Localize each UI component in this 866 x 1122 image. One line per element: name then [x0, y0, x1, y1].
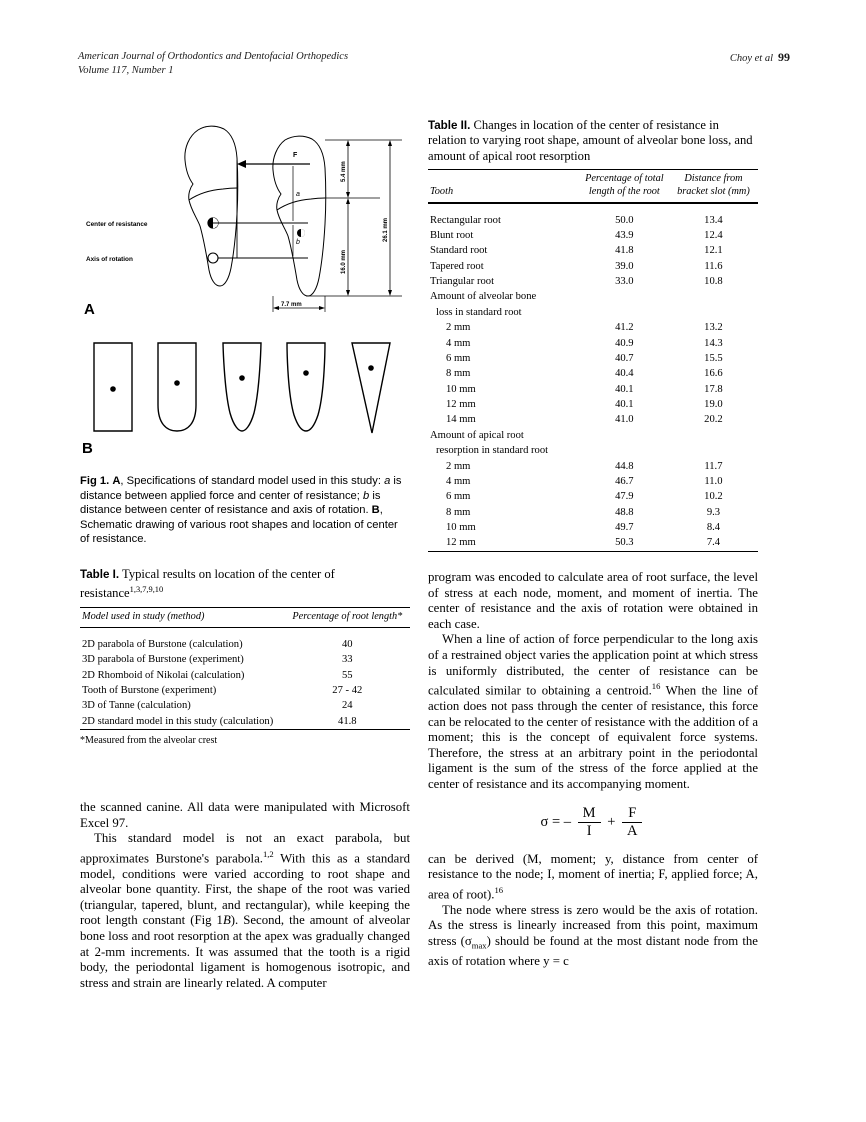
- cres-dot-standard: [239, 375, 245, 381]
- table-2-cell-distance: 12.4: [704, 229, 723, 241]
- table-2-cell-distance: 10.8: [704, 276, 723, 288]
- table-1-footnote: *Measured from the alveolar crest: [80, 735, 218, 746]
- table-1-cell-pct: 55: [342, 669, 353, 681]
- panel-a-cres-label: Center of resistance: [86, 221, 148, 228]
- table-row: [428, 535, 758, 551]
- table-row: [80, 637, 410, 652]
- table-2-cell-distance: [669, 428, 758, 443]
- table-row: [428, 412, 758, 427]
- table-row: [428, 458, 758, 473]
- running-head-authors: Choy et al: [729, 53, 773, 64]
- table-1-cell-model: 2D standard model in this study (calculation): [80, 714, 285, 730]
- table-2-cell-distance: 12.1: [704, 245, 723, 257]
- table-2-cell-tooth: 2 mm: [446, 322, 471, 334]
- left-column-body: [80, 800, 410, 991]
- figure-1-caption-label: Fig 1.: [80, 475, 110, 487]
- table-2-cell-percentage: 50.0: [615, 214, 634, 226]
- formula-term-force-area: [622, 805, 642, 840]
- table-2-cell-percentage: [580, 289, 669, 304]
- table-2-cell-distance: 11.7: [704, 460, 723, 472]
- table-2-cell-tooth: Rectangular root: [430, 214, 501, 226]
- table-2-header-percentage: Percentage of total length of the root: [580, 170, 669, 203]
- table-row: [428, 443, 758, 458]
- paragraph-right-3-sup: 16: [494, 884, 504, 895]
- table-2-cell-percentage: 41.2: [615, 322, 634, 334]
- table-row: [80, 628, 410, 637]
- table-2-cell-percentage: 48.8: [615, 506, 634, 518]
- table-2-cell-percentage: 33.0: [615, 276, 634, 288]
- table-2-cell-distance: [669, 443, 758, 458]
- figure-1-caption-a-italic1: a: [384, 475, 391, 487]
- table-row: [428, 259, 758, 274]
- figure-panel-b: [80, 333, 410, 458]
- panel-b-svg: [80, 333, 410, 458]
- table-2-cell-tooth: Amount of apical root: [430, 429, 524, 441]
- table-2-cell-percentage: 47.9: [615, 491, 634, 503]
- paragraph-right-2-b: When the line of action does not pass through the center of resistance, this force can be relocated to the center of resistance with the addition of a moment; this is the concept of equivalent force systems. Therefore, the stress at an arbitrary point in the periodontal ligament is the sum of the stress of the force applied at the center of resistance and its accompanying moment.: [428, 683, 758, 791]
- table-2-cell-distance: 7.4: [669, 535, 758, 551]
- table-2-cell-tooth: Blunt root: [430, 229, 474, 241]
- table-2-cell-distance: 9.3: [706, 506, 721, 518]
- paragraph-right-3-a: can be derived (M, moment; y, distance from center of resistance to the node; I, moment of inertia; F, applied force; A, area of root).: [428, 851, 758, 902]
- formula-denominator-i: I: [578, 822, 601, 840]
- paragraph-left-2-c: ). Second, the amount of alveolar bone loss and root resorption at the apex was gradually changed at 2-mm increments. It was assumed that the tooth is a rigid body, the periodontal ligament is homogenous isotropic, and stress and strain are linearly related. A computer: [80, 913, 410, 990]
- paragraph-left-2-sup: 1,2: [262, 848, 274, 859]
- cres-dot-tapered: [303, 370, 309, 376]
- paragraph-right-1: program was encoded to calculate area of root surface, the level of stress at each node, moment, and moment of inertia. The center of resistance and the axis of rotation were obtained in each case.: [428, 570, 758, 631]
- table-2-cell-tooth: Triangular root: [430, 276, 495, 288]
- panel-a-root-length-label: 16.0 mm: [341, 249, 347, 274]
- table-2-cell-percentage: [580, 428, 669, 443]
- table-2-title-text: Changes in location of the center of resistance in relation to varying root shape, amount of alveolar bone loss, and amount of apical root resorption: [428, 118, 753, 163]
- table-row: [428, 274, 758, 289]
- formula-term-moment-inertia: [578, 805, 601, 840]
- table-1-cell-pct: 33: [342, 654, 353, 666]
- table-2-cell-distance: 11.0: [704, 475, 723, 487]
- panel-a-dim-b-label: b: [296, 239, 300, 246]
- table-2-cell-distance: 16.6: [704, 368, 723, 380]
- paragraph-right-3: [428, 852, 758, 903]
- table-2-cell-percentage: 41.8: [615, 245, 634, 257]
- table-1-block: [80, 567, 410, 746]
- table-row: [428, 203, 758, 212]
- panel-a-axis-label: Axis of rotation: [86, 256, 133, 263]
- table-2-cell-percentage: 40.9: [615, 337, 634, 349]
- table-2-cell-tooth: 6 mm: [446, 352, 471, 364]
- paragraph-right-2-sup: 16: [651, 681, 661, 692]
- table-1: [80, 607, 410, 730]
- table-1-body: [80, 628, 410, 730]
- table-1-cell-model: 2D parabola of Burstone (calculation): [82, 638, 243, 650]
- table-1-cell-pct: 24: [342, 700, 353, 712]
- table-2-cell-distance: 15.5: [704, 352, 723, 364]
- table-2-label: Table II.: [428, 119, 471, 132]
- figure-1-caption-a-text2: is distance between applied force and center of resistance;: [80, 475, 402, 502]
- left-column: [80, 118, 410, 746]
- table-1-cell-pct: 41.8: [285, 714, 410, 730]
- table-2-cell-tooth: Tapered root: [430, 260, 484, 272]
- table-1-cell-model: 3D of Tanne (calculation): [82, 700, 191, 712]
- table-row: [428, 520, 758, 535]
- table-1-header-percentage: Percentage of root length*: [285, 607, 410, 627]
- table-2-header-distance: Distance from bracket slot (mm): [669, 170, 758, 203]
- table-2-cell-tooth: 12 mm: [446, 399, 476, 411]
- table-row: [428, 212, 758, 227]
- table-2-header-tooth: Tooth: [428, 170, 580, 203]
- figure-1-caption-b-bold: B: [371, 504, 380, 517]
- formula-numerator-f: F: [628, 804, 637, 821]
- table-2-body: [428, 203, 758, 551]
- table-2-block: [428, 118, 758, 552]
- table-2-header-row: [428, 170, 758, 203]
- running-head-right: [730, 50, 790, 66]
- journal-volume: Volume 117, Number 1: [78, 65, 174, 76]
- table-2-cell-tooth: 6 mm: [446, 491, 471, 503]
- table-2-cell-tooth: 8 mm: [446, 506, 471, 518]
- table-2-cell-percentage: 40.1: [615, 399, 634, 411]
- paragraph-left-2-a: This standard model is not an exact parabola, but approximates Burstone's parabola.: [80, 831, 410, 866]
- table-2-cell-tooth: Standard root: [430, 245, 488, 257]
- table-1-cell-pct: 40: [342, 638, 353, 650]
- running-head-left: [78, 50, 348, 78]
- table-2-cell-percentage: 43.9: [615, 229, 634, 241]
- figure-1-caption-a-bold: A: [112, 475, 121, 487]
- table-2-cell-distance: 17.8: [704, 383, 723, 395]
- formula-denominator-a: A: [622, 822, 642, 840]
- table-2-cell-percentage: 46.7: [615, 475, 634, 487]
- table-2-cell-percentage: 40.7: [615, 352, 634, 364]
- paragraph-right-4-b: ) should be found at the most distant node from the axis of rotation where y = c: [428, 933, 758, 968]
- table-row: [428, 243, 758, 258]
- paragraph-left-2-b: With this as a standard model, conditions were varied according to root shape and alveolar bone quantity. First, the shape of the root was varied (triangular, tapered, blunt, and rectangular), while keeping the root length constant (Fig 1: [80, 851, 410, 928]
- table-2-cell-distance: 10.2: [704, 491, 723, 503]
- table-2-cell-percentage: 40.1: [615, 383, 634, 395]
- table-row: [80, 714, 410, 730]
- paragraph-right-4-a: The node where stress is zero would be the axis of rotation. As the stress is linearly increased from this point, maximum stress (σ: [428, 902, 758, 948]
- table-row: [428, 228, 758, 243]
- table-2-cell-tooth: 8 mm: [446, 368, 471, 380]
- page-number: 99: [778, 50, 790, 64]
- table-2-cell-tooth: 12 mm: [428, 535, 580, 551]
- table-2-cell-tooth: loss in standard root: [436, 306, 522, 318]
- table-1-cell-pct: 27 - 42: [332, 685, 363, 697]
- table-row: [428, 289, 758, 304]
- panel-b-letter: B: [82, 440, 93, 457]
- table-2-cell-distance: 20.2: [704, 414, 723, 426]
- figure-1-caption-a-text: , Specifications of standard model used in this study:: [120, 475, 385, 487]
- paragraph-right-4-sub: max: [471, 940, 487, 951]
- table-2-cell-percentage: [580, 443, 669, 458]
- panel-a-letter: A: [84, 301, 95, 318]
- figure-panel-a: [80, 118, 410, 318]
- table-2-cell-percentage: 40.4: [615, 368, 634, 380]
- formula-numerator-m: M: [582, 804, 596, 821]
- panel-a-force-label: F: [293, 152, 298, 159]
- paragraph-right-2-a: When a line of action of force perpendicular to the long axis of a restrained object varies the application point at which stress is uniformly distributed, the center of resistance can be calculated similar to obtaining a centroid.: [428, 632, 758, 698]
- formula-sigma: σ: [540, 813, 549, 830]
- journal-title: American Journal of Orthodontics and Dentofacial Orthopedics: [78, 51, 349, 62]
- table-2-cell-percentage: 49.7: [615, 522, 634, 534]
- table-2-cell-distance: 8.4: [706, 522, 721, 534]
- table-1-header-model: Model used in study (method): [80, 607, 285, 627]
- table-2-cell-percentage: 50.3: [580, 535, 669, 551]
- table-2-cell-percentage: [580, 305, 669, 320]
- table-2-cell-tooth: 4 mm: [446, 475, 471, 487]
- running-head: [78, 50, 790, 78]
- table-row: [80, 683, 410, 698]
- panel-a-width-label: 7.7 mm: [281, 302, 302, 308]
- table-2: [428, 169, 758, 551]
- figure-1: [80, 118, 410, 468]
- formula-plus: +: [607, 813, 616, 830]
- table-row: [428, 428, 758, 443]
- right-column-body: [428, 570, 758, 970]
- table-row: [428, 474, 758, 489]
- figure-1-caption-a-italic2: b: [362, 489, 370, 502]
- cres-dot-rectangular: [110, 386, 116, 392]
- paragraph-right-4: [428, 903, 758, 970]
- table-1-title-refs: 1,3,7,9,10: [129, 585, 164, 595]
- table-1-cell-model: Tooth of Burstone (experiment): [82, 685, 217, 697]
- table-row: [428, 351, 758, 366]
- table-row: [428, 382, 758, 397]
- panel-a-dim-a-label: a: [296, 191, 300, 198]
- table-row: [428, 320, 758, 335]
- table-2-cell-distance: 11.6: [704, 260, 723, 272]
- table-2-cell-tooth: 14 mm: [446, 414, 476, 426]
- table-2-title: [428, 118, 758, 164]
- table-row: [428, 397, 758, 412]
- table-2-cell-distance: 19.0: [704, 399, 723, 411]
- table-row: [80, 652, 410, 667]
- panel-a-total-length-label: 26.1 mm: [383, 217, 389, 242]
- table-2-cell-tooth: 2 mm: [446, 460, 471, 472]
- table-row: [428, 366, 758, 381]
- figure-1-caption: [80, 474, 410, 547]
- table-1-label: Table I.: [80, 567, 120, 581]
- paragraph-right-2: [428, 632, 758, 792]
- table-2-cell-tooth: 4 mm: [446, 337, 471, 349]
- table-1-header-row: [80, 607, 410, 627]
- paragraph-left-2-italic: B: [222, 913, 231, 928]
- table-2-cell-tooth: 10 mm: [446, 383, 476, 395]
- figure-1-caption-a-text3: is distance between center of resistance and axis of rotation.: [80, 489, 381, 517]
- table-row: [80, 668, 410, 683]
- table-1-title-text: Typical results on location of the center of resistance: [80, 566, 335, 601]
- stress-formula: [428, 805, 758, 840]
- figure-1-caption-b-text: , Schematic drawing of various root shapes and location of center of resistance.: [80, 504, 398, 546]
- formula-equals-minus: = –: [551, 813, 572, 830]
- table-1-cell-model: 2D Rhomboid of Nikolai (calculation): [82, 669, 245, 681]
- table-2-cell-tooth: Amount of alveolar bone: [430, 291, 537, 303]
- right-column: [428, 118, 758, 552]
- paragraph-left-2: [80, 831, 410, 991]
- table-2-cell-distance: [669, 305, 758, 320]
- table-2-cell-percentage: 39.0: [615, 260, 634, 272]
- table-2-cell-distance: 13.2: [704, 322, 723, 334]
- table-1-title: [80, 567, 410, 602]
- table-row: [428, 305, 758, 320]
- cres-dot-triangular: [368, 365, 374, 371]
- cres-dot-blunt: [174, 380, 180, 386]
- table-1-cell-model: 3D parabola of Burstone (experiment): [82, 654, 244, 666]
- table-2-cell-tooth: 10 mm: [446, 522, 476, 534]
- panel-a-crown-height-label: 5.4 mm: [341, 161, 347, 182]
- table-2-cell-distance: 13.4: [704, 214, 723, 226]
- table-row: [428, 335, 758, 350]
- table-row: [428, 505, 758, 520]
- table-2-cell-tooth: resorption in standard root: [436, 445, 549, 457]
- table-2-cell-percentage: 44.8: [615, 460, 634, 472]
- table-2-cell-percentage: 41.0: [615, 414, 634, 426]
- paragraph-left-1: the scanned canine. All data were manipulated with Microsoft Excel 97.: [80, 800, 410, 830]
- table-2-cell-distance: [669, 289, 758, 304]
- table-2-cell-distance: 14.3: [704, 337, 723, 349]
- table-row: [80, 698, 410, 713]
- panel-a-svg: [80, 118, 410, 318]
- table-row: [428, 489, 758, 504]
